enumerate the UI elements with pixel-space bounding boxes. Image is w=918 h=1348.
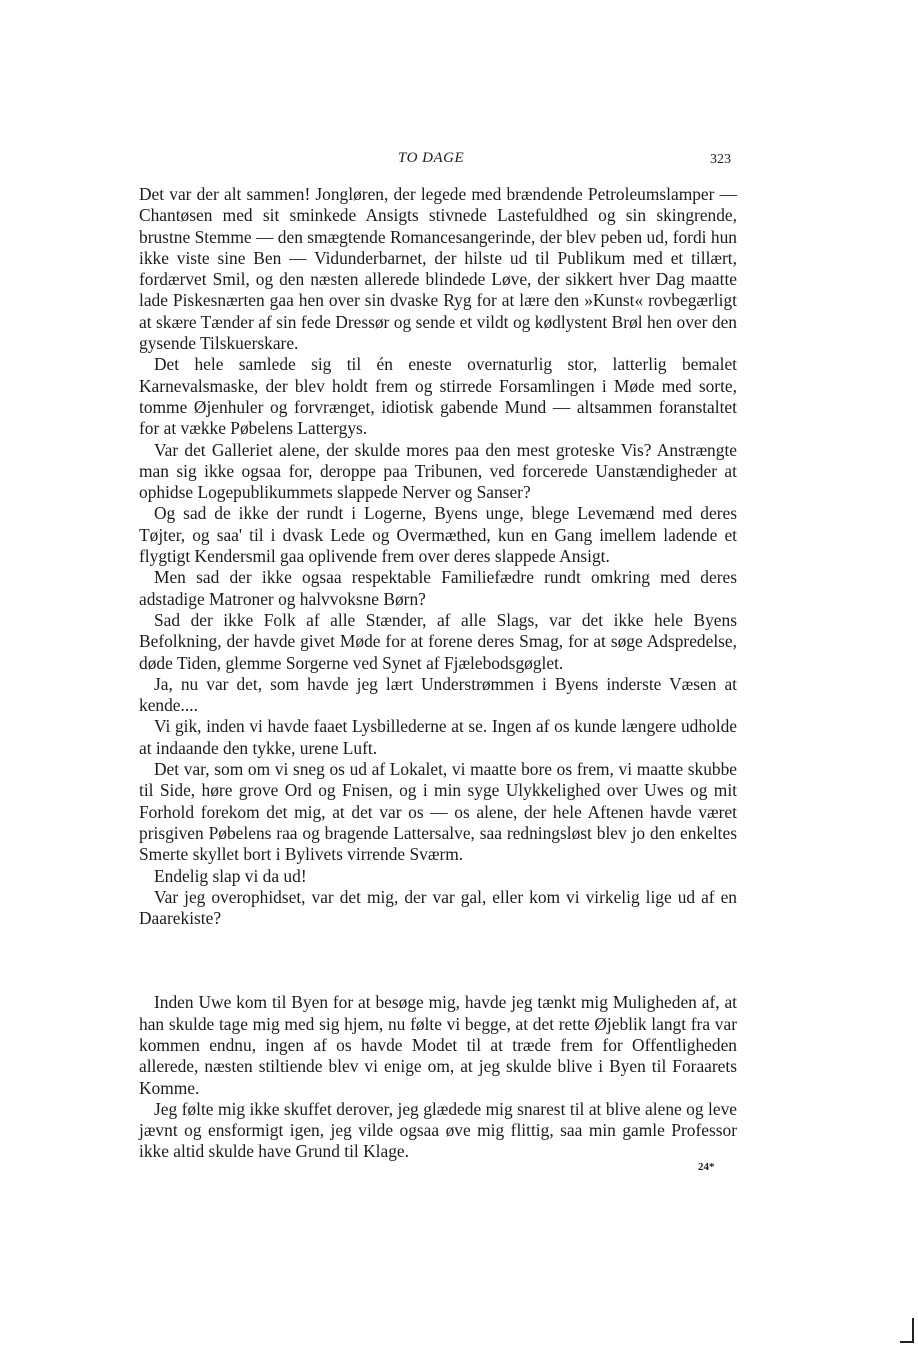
running-head xyxy=(0,150,918,170)
paragraph: Sad der ikke Folk af alle Stænder, af alle Slags, var det ikke hele Byens Befolkning, der havde givet Møde for at forene deres Smag, for at søge Adspredelse, døde Tiden, glemme Sorgerne ved Synet af Fjælebodsgøglet. xyxy=(139,609,737,673)
paragraph: Var det Galleriet alene, der skulde mores paa den mest groteske Vis? Anstrængte man sig ikke ogsaa for, deroppe paa Tribunen, ved forcerede Uanstændigheder at ophidse Logepublikummets slappede Nerver og Sanser? xyxy=(139,439,737,503)
paragraph: Jeg følte mig ikke skuffet derover, jeg glædede mig snarest til at blive alene og leve jævnt og ensformigt igen, jeg vilde ogsaa øve mig flittig, saa min gamle Professor ikke altid skulde have Grund til Klage. xyxy=(139,1098,737,1162)
crop-mark xyxy=(900,1318,914,1343)
paragraph: Inden Uwe kom til Byen for at besøge mig, havde jeg tænkt mig Muligheden af, at han skulde tage mig med sig hjem, nu følte vi begge, at det rette Øjeblik langt fra var kommen endnu, ingen af os havde Modet til at træde frem for Offentligheden allerede, næsten stiltiende blev vi enige om, at jeg skulde blive i Byen til Foraarets Komme. xyxy=(139,992,737,1098)
paragraph: Var jeg overophidset, var det mig, der var gal, eller kom vi virkelig lige ud af en Daarekiste? xyxy=(139,886,737,929)
page-number: 323 xyxy=(710,152,731,167)
paragraph: Men sad der ikke ogsaa respektable Familiefædre rundt omkring med deres adstadige Matroner og halvvoksne Børn? xyxy=(139,567,737,609)
paragraph: Det hele samlede sig til én eneste overnaturlig stor, latterlig bemalet Karnevalsmaske, der blev holdt frem og stirrede Forsamlingen i Møde med sorte, tomme Øjenhuler og forvrænget, idiotisk gabende Mund — altsammen foranstaltet for at vække Pøbelens Lattergys. xyxy=(139,354,737,439)
body-text xyxy=(139,184,737,1163)
paragraph: Det var, som om vi sneg os ud af Lokalet, vi maatte bore os frem, vi maatte skubbe til Side, høre grove Ord og Fnisen, og i min syge Ulykkelighed over Uwes og mit Forhold forekom det mig, at det var os — os alene, der hele Aftenen havde været prisgiven Pøbelens raa og bragende Lattersalve, saa redningsløst blev jo den enkeltes Smerte skyllet bort i Bylivets virrende Sværm. xyxy=(139,759,737,865)
paragraph: Og sad de ikke der rundt i Logerne, Byens unge, blege Levemænd med deres Tøjter, og saa' til i dvask Lede og Overmæthed, kun en Gang imellem ladende et flygtigt Kendersmil gaa oplivende frem over deres slappede Ansigt. xyxy=(139,503,737,567)
paragraph: Endelig slap vi da ud! xyxy=(154,865,307,886)
running-title: TO DAGE xyxy=(398,150,465,166)
paragraph: Vi gik, inden vi havde faaet Lysbillederne at se. Ingen af os kunde længere udholde at indaande den tykke, urene Luft. xyxy=(139,716,737,758)
signature-mark: 24* xyxy=(698,1161,715,1173)
paragraph: Det var der alt sammen! Jongløren, der legede med brændende Petroleumslamper — Chantøsen med sit sminkede Ansigts stivnede Lastefuldhed og sin skingrende, brustne Stemme — den smægtende Romancesangerinde, der blev peben ud, fordi hun ikke viste sine Ben — Vidunderbarnet, der hilste ud til Publikum med et tillært, fordærvet Smil, og den næsten allerede blindede Løve, der sikkert hver Dag maatte lade Piskesnærten gaa hen over sin dvaske Ryg for at lære den »Kunst« rovbegærligt at skære Tænder af sin fede Dressør og sende et vildt og kødlystent Brøl hen over den gysende Tilskuerskare. xyxy=(139,184,737,354)
paragraph: Ja, nu var det, som havde jeg lært Understrømmen i Byens inderste Væsen at kende.... xyxy=(139,673,737,716)
section-break xyxy=(139,929,737,992)
